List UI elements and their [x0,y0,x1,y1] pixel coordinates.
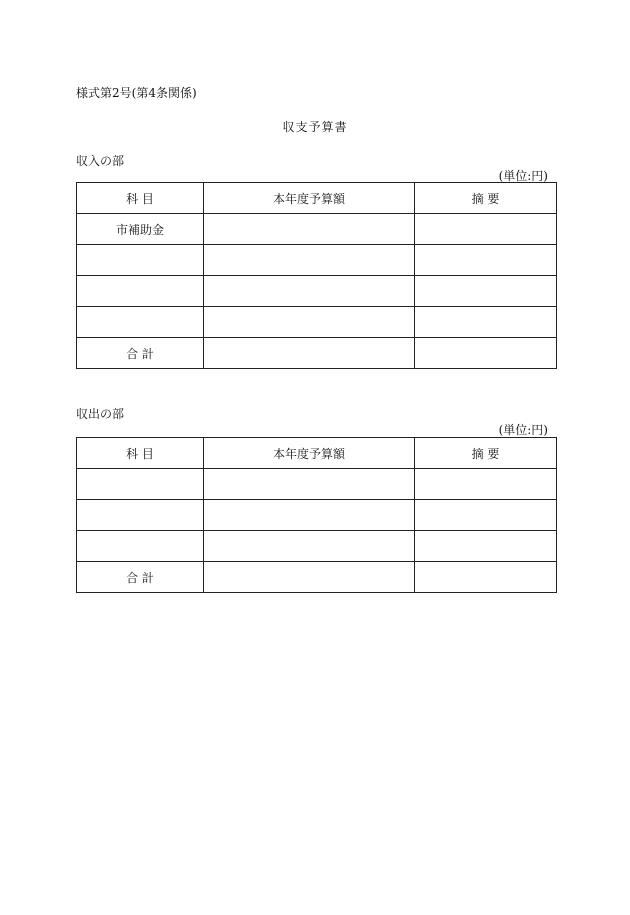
income-section-heading: 収入の部 [76,154,125,168]
total-remarks-cell [415,338,557,369]
total-label: 合 計 [77,338,204,369]
total-row [77,338,557,369]
budget-cell [204,469,415,500]
income-unit-note: (単位:円) [498,169,548,183]
table-row [77,214,557,245]
column-header-budget: 本年度予算額 [204,438,415,469]
item-cell [77,469,204,500]
budget-cell [204,531,415,562]
total-budget-cell [204,338,415,369]
document-title: 収支予算書 [282,120,348,134]
item-cell: 市補助金 [77,214,204,245]
item-cell [77,531,204,562]
table-row [77,469,557,500]
item-cell [77,500,204,531]
budget-cell [204,276,415,307]
column-header-budget: 本年度予算額 [204,183,415,214]
table-header-row [77,438,557,469]
column-header-item: 科 目 [77,183,204,214]
table-header-row [77,183,557,214]
total-label: 合 計 [77,562,204,593]
table-row [77,245,557,276]
form-number: 様式第2号(第4条関係) [76,86,197,100]
total-row [77,562,557,593]
item-cell [77,276,204,307]
remarks-cell [415,500,557,531]
table-row [77,307,557,338]
remarks-cell [415,531,557,562]
total-remarks-cell [415,562,557,593]
remarks-cell [415,245,557,276]
column-header-remarks: 摘 要 [415,183,557,214]
total-budget-cell [204,562,415,593]
remarks-cell [415,276,557,307]
budget-cell [204,245,415,276]
remarks-cell [415,469,557,500]
budget-cell [204,500,415,531]
expense-table [76,437,557,593]
column-header-item: 科 目 [77,438,204,469]
income-table [76,182,557,369]
table-row [77,276,557,307]
column-header-remarks: 摘 要 [415,438,557,469]
expense-unit-note: (単位:円) [498,423,548,437]
remarks-cell [415,307,557,338]
remarks-cell [415,214,557,245]
expense-section-heading: 収出の部 [76,407,125,421]
budget-cell [204,214,415,245]
item-cell [77,245,204,276]
table-row [77,500,557,531]
budget-cell [204,307,415,338]
table-row [77,531,557,562]
item-cell [77,307,204,338]
